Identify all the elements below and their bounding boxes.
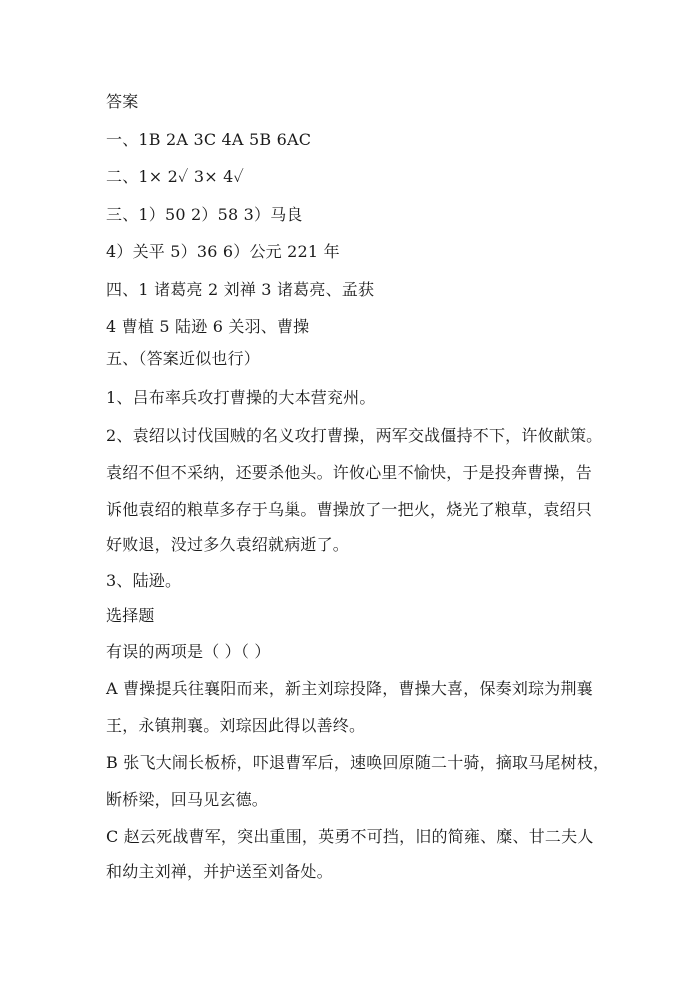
section-5-answer-2-line-1: 2、袁绍以讨伐国贼的名义攻打曹操，两军交战僵持不下，许攸献策。 bbox=[106, 426, 603, 445]
section-5-answer-3: 3、陆逊。 bbox=[106, 571, 182, 590]
option-c-line-1: C 赵云死战曹军，突出重围，英勇不可挡，旧的简雍、糜、甘二夫人 bbox=[106, 827, 594, 846]
section-5-answer-2-line-3: 诉他袁绍的粮草多存于乌巢。曹操放了一把火，烧光了粮草，袁绍只 bbox=[106, 500, 593, 519]
section-4-answers-a: 四、1 诸葛亮 2 刘禅 3 诸葛亮、孟获 bbox=[106, 280, 375, 299]
option-a-line-2: 王，永镇荆襄。刘琮因此得以善终。 bbox=[106, 716, 366, 735]
section-5-answer-2-line-2: 袁绍不但不采纳，还要杀他头。许攸心里不愉快，于是投奔曹操，告 bbox=[106, 463, 593, 482]
multiple-choice-heading: 选择题 bbox=[106, 606, 155, 625]
option-b-line-2: 断桥梁，回马见玄德。 bbox=[106, 790, 269, 809]
question-prompt: 有误的两项是（ ）（ ） bbox=[106, 642, 271, 661]
option-b-line-1: B 张飞大闹长板桥，吓退曹军后，速唤回原随二十骑，摘取马尾树枝， bbox=[106, 753, 610, 772]
option-c-line-2: 和幼主刘禅，并护送至刘备处。 bbox=[106, 862, 333, 881]
section-3-answers-b: 4）关平 5）36 6）公元 221 年 bbox=[106, 242, 340, 261]
section-5-answer-2-line-4: 好败退，没过多久袁绍就病逝了。 bbox=[106, 535, 350, 554]
section-2-answers: 二、1× 2✓ 3× 4✓ bbox=[106, 167, 245, 186]
section-1-answers: 一、1B 2A 3C 4A 5B 6AC bbox=[106, 130, 312, 149]
answer-heading: 答案 bbox=[106, 92, 139, 111]
section-5-answer-1: 1、吕布率兵攻打曹操的大本营兖州。 bbox=[106, 388, 376, 407]
section-4-answers-b: 4 曹植 5 陆逊 6 关羽、曹操 bbox=[106, 317, 310, 336]
section-5-heading: 五、（答案近似也行） bbox=[106, 349, 261, 368]
section-3-answers-a: 三、1）50 2）58 3）马良 bbox=[106, 205, 303, 224]
option-a-line-1: A 曹操提兵往襄阳而来，新主刘琮投降，曹操大喜，保奏刘琮为荆襄 bbox=[106, 679, 593, 698]
